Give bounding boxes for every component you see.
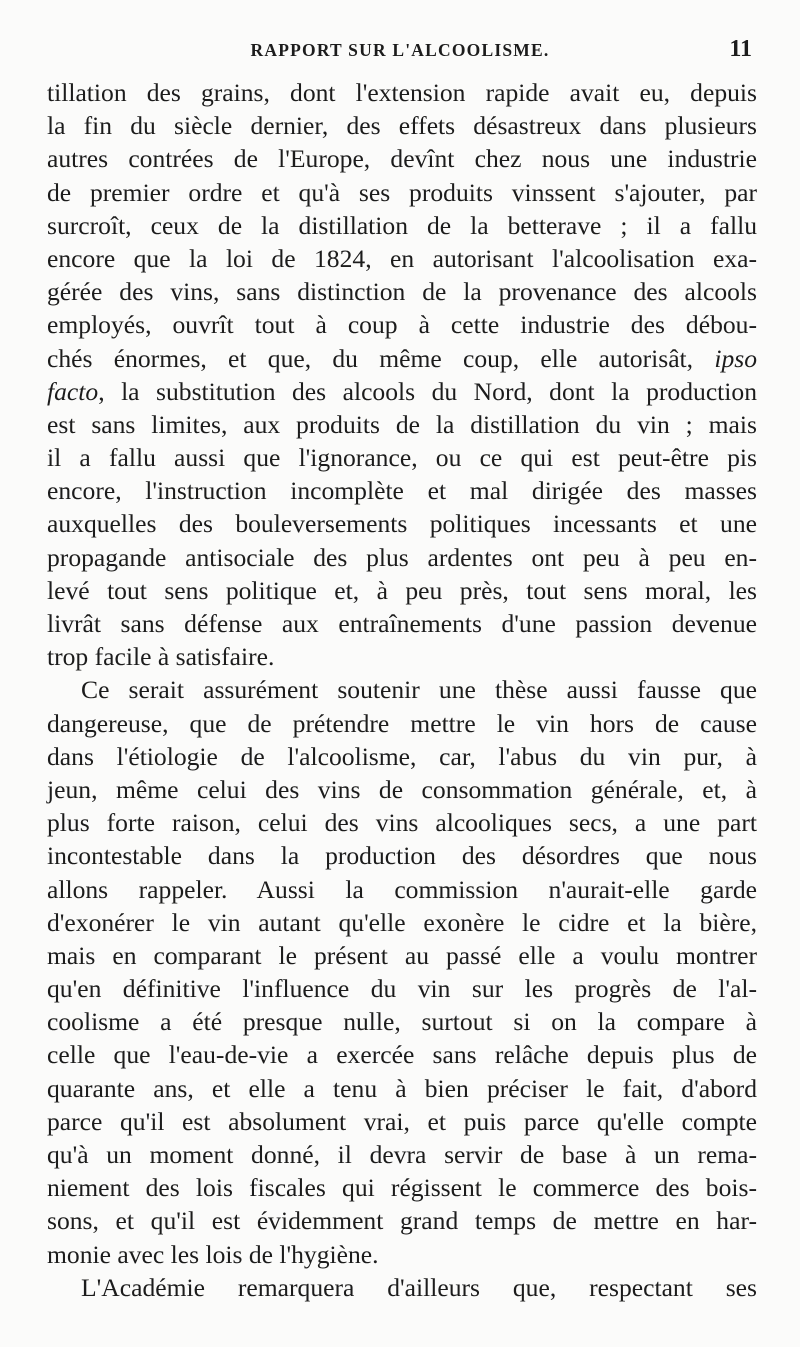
text-line: allons rappeler. Aussi la commission n'aurait-elle garde <box>47 874 757 904</box>
text-line: gérée des vins, sans distinction de la provenance des alcools <box>47 277 757 307</box>
text-line: de premier ordre et qu'à ses produits vinssent s'ajouter, par <box>47 177 757 207</box>
italic-text: facto <box>47 376 99 406</box>
page-number: 11 <box>729 36 752 62</box>
running-title: RAPPORT SUR L'ALCOOLISME. <box>250 40 550 60</box>
text-line: dangereuse, que de prétendre mettre le vin hors de cause <box>47 708 757 738</box>
text-line: encore, l'instruction incomplète et mal dirigée des masses <box>47 476 757 506</box>
text-line: propagande antisociale des plus ardentes ont peu à peu en- <box>47 542 757 572</box>
text-line: mais en comparant le présent au passé elle a voulu montrer <box>47 940 757 970</box>
text-line: auxquelles des bouleversements politiques incessants et une <box>47 509 757 539</box>
text-line: dans l'étiologie de l'alcoolisme, car, l'abus du vin pur, à <box>47 741 757 771</box>
paragraph-end-line: monie avec les lois de l'hygiène. <box>47 1239 379 1269</box>
text-segment: , la substitution des alcools du Nord, dont la production <box>98 376 757 406</box>
text-line: plus forte raison, celui des vins alcooliques secs, a une part <box>47 808 757 838</box>
paragraph-first-line: L'Académie remarquera d'ailleurs que, respectant ses <box>81 1272 757 1302</box>
italic-text: ipso <box>714 343 757 373</box>
running-head <box>48 36 752 74</box>
paragraph-end-line: trop facile à satisfaire. <box>47 642 275 672</box>
text-line: coolisme a été presque nulle, surtout si on la compare à <box>47 1007 757 1037</box>
text-line: incontestable dans la production des désordres que nous <box>47 841 757 871</box>
text-line: surcroît, ceux de la distillation de la betterave ; il a fallu <box>47 210 757 240</box>
text-line: la fin du siècle dernier, des effets désastreux dans plusieurs <box>47 111 757 141</box>
text-line: sons, et qu'il est évidemment grand temps de mettre en har- <box>47 1206 757 1236</box>
text-line: tillation des grains, dont l'extension rapide avait eu, depuis <box>47 78 757 107</box>
text-line: est sans limites, aux produits de la distillation du vin ; mais <box>47 409 757 439</box>
text-line: jeun, même celui des vins de consommation générale, et, à <box>47 774 757 804</box>
text-line: quarante ans, et elle a tenu à bien préciser le fait, d'abord <box>47 1073 757 1103</box>
text-line: levé tout sens politique et, à peu près, tout sens moral, les <box>47 575 757 605</box>
text-line: il a fallu aussi que l'ignorance, ou ce qui est peut-être pis <box>47 443 757 473</box>
text-line: autres contrées de l'Europe, devînt chez nous une industrie <box>47 144 757 174</box>
text-line: parce qu'il est absolument vrai, et puis parce qu'elle compte <box>47 1106 757 1136</box>
text-line <box>47 375 757 408</box>
paragraph-first-line: Ce serait assurément soutenir une thèse aussi fausse que <box>81 675 757 705</box>
text-line: employés, ouvrît tout à coup à cette industrie des débou- <box>47 310 757 340</box>
body-text <box>47 76 757 1304</box>
text-line: qu'en définitive l'influence du vin sur les progrès de l'al- <box>47 974 757 1004</box>
text-line <box>47 342 757 375</box>
text-line: niement des lois fiscales qui régissent le commerce des bois- <box>47 1173 757 1203</box>
text-line: celle que l'eau-de-vie a exercée sans relâche depuis plus de <box>47 1040 757 1070</box>
text-segment: chés énormes, et que, du même coup, elle autorisât, <box>47 343 694 373</box>
text-line: d'exonérer le vin autant qu'elle exonère le cidre et la bière, <box>47 907 757 937</box>
text-line: qu'à un moment donné, il devra servir de base à un rema- <box>47 1140 757 1169</box>
text-line: encore que la loi de 1824, en autorisant l'alcoolisation exa- <box>47 243 757 273</box>
text-line: livrât sans défense aux entraînements d'une passion devenue <box>47 609 757 638</box>
